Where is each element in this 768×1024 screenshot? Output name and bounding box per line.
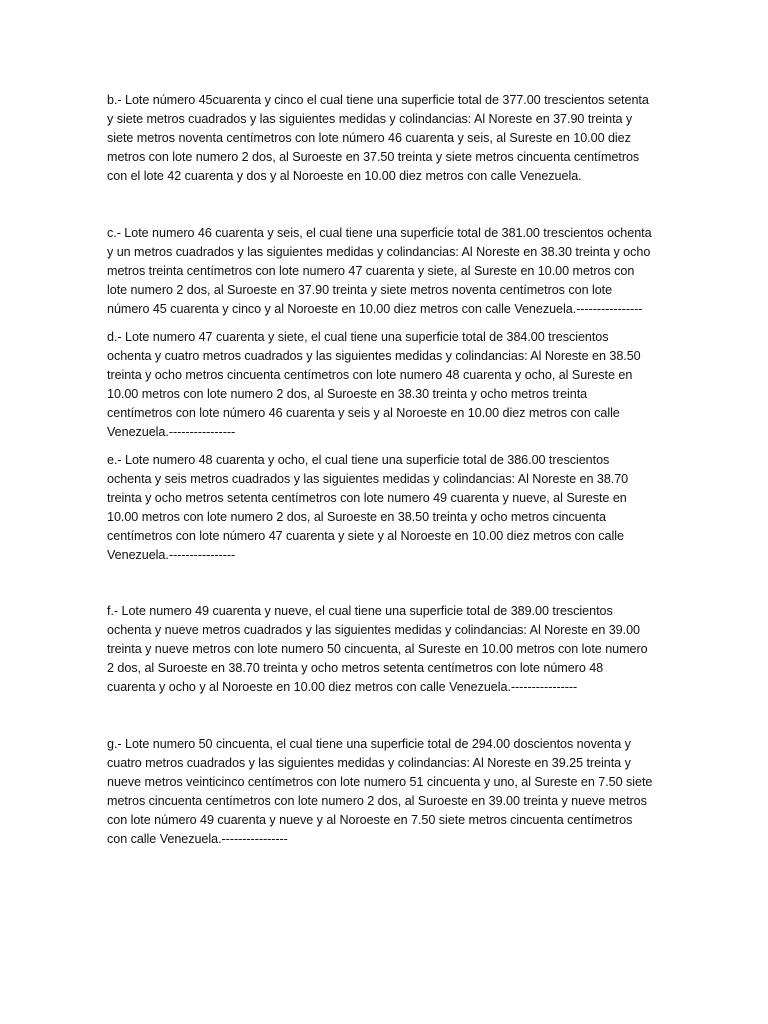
text-line: treinta y nueve metros con lote numero 50 cincuenta, al Sureste en 10.00 metros con lote numero bbox=[107, 641, 648, 656]
text-line: e.- Lote numero 48 cuarenta y ocho, el cual tiene una superficie total de 386.00 trescientos bbox=[107, 453, 610, 467]
paragraph-lote-48 bbox=[107, 451, 663, 564]
text-line: número 45 cuarenta y cinco y al Noroeste en 10.00 diez metros con calle Venezuela.---------------- bbox=[107, 301, 643, 316]
text-line: treinta y ocho metros setenta centímetros con lote numero 49 cuarenta y nueve, al Sureste en bbox=[107, 490, 627, 505]
paragraph-lote-50 bbox=[107, 735, 663, 848]
text-line: 10.00 metros con lote numero 2 dos, al Suroeste en 38.30 treinta y ocho metros treinta bbox=[107, 386, 588, 401]
text-line: con lote número 49 cuarenta y nueve y al Noroeste en 7.50 siete metros cincuenta centímetros bbox=[107, 812, 633, 827]
text-line: ochenta y seis metros cuadrados y las siguientes medidas y colindancias: Al Noreste en 38.70 bbox=[107, 471, 629, 486]
text-line: cuatro metros cuadrados y las siguientes medidas y colindancias: Al Noreste en 39.25 treinta y bbox=[107, 755, 631, 770]
text-line: f.- Lote numero 49 cuarenta y nueve, el cual tiene una superficie total de 389.00 trescientos bbox=[107, 604, 613, 618]
text-line: 2 dos, al Suroeste en 38.70 treinta y ocho metros setenta centímetros con lote número 48 bbox=[107, 660, 604, 675]
text-line: metros cincuenta centímetros con lote numero 2 dos, al Suroeste en 39.00 treinta y nueve metros bbox=[107, 793, 647, 808]
text-line: y un metros cuadrados y las siguientes medidas y colindancias: Al Noreste en 38.30 treinta y ocho bbox=[107, 244, 651, 259]
text-line: ochenta y cuatro metros cuadrados y las siguientes medidas y colindancias: Al Noreste en 38.50 bbox=[107, 348, 641, 363]
text-line: d.- Lote numero 47 cuarenta y siete, el cual tiene una superficie total de 384.00 trescientos bbox=[107, 330, 609, 344]
text-line: metros treinta centímetros con lote numero 47 cuarenta y siete, al Sureste en 10.00 metros con bbox=[107, 263, 635, 278]
text-line: g.- Lote numero 50 cincuenta, el cual tiene una superficie total de 294.00 doscientos noventa y bbox=[107, 737, 631, 751]
text-line: siete metros noventa centímetros con lote número 46 cuarenta y seis, al Sureste en 10.00 diez bbox=[107, 130, 631, 145]
text-line: metros con lote numero 2 dos, al Suroeste en 37.50 treinta y siete metros cincuenta centímetros bbox=[107, 149, 640, 164]
text-line: b.- Lote número 45cuarenta y cinco el cual tiene una superficie total de 377.00 trescientos setenta bbox=[107, 93, 649, 107]
text-line: centímetros con lote número 46 cuarenta y seis y al Noroeste en 10.00 diez metros con calle bbox=[107, 405, 620, 420]
text-line: treinta y ocho metros cincuenta centímetros con lote numero 48 cuarenta y ocho, al Sureste en bbox=[107, 367, 633, 382]
text-line: nueve metros veinticinco centímetros con lote numero 51 cincuenta y uno, al Sureste en 7.50 siete bbox=[107, 774, 653, 789]
text-line: lote numero 2 dos, al Suroeste en 37.90 treinta y siete metros noventa centímetros con lote bbox=[107, 282, 613, 297]
paragraph-lote-46 bbox=[107, 224, 663, 319]
paragraph-lote-45 bbox=[107, 91, 663, 186]
text-line: y siete metros cuadrados y las siguientes medidas y colindancias: Al Noreste en 37.90 treinta y bbox=[107, 111, 633, 126]
text-line: centímetros con lote número 47 cuarenta y siete y al Noroeste en 10.00 diez metros con calle bbox=[107, 528, 624, 543]
text-line: con calle Venezuela.---------------- bbox=[107, 831, 288, 846]
text-line: con el lote 42 cuarenta y dos y al Noroeste en 10.00 diez metros con calle Venezuela. bbox=[107, 168, 582, 183]
paragraph-lote-49 bbox=[107, 602, 663, 697]
text-line: cuarenta y ocho y al Noroeste en 10.00 diez metros con calle Venezuela.---------------- bbox=[107, 679, 578, 694]
paragraph-lote-47 bbox=[107, 328, 663, 441]
text-line: Venezuela.---------------- bbox=[107, 424, 236, 439]
text-line: 10.00 metros con lote numero 2 dos, al Suroeste en 38.50 treinta y ocho metros cincuenta bbox=[107, 509, 606, 524]
text-line: c.- Lote numero 46 cuarenta y seis, el cual tiene una superficie total de 381.00 trescientos ochenta bbox=[107, 226, 652, 240]
text-line: ochenta y nueve metros cuadrados y las siguientes medidas y colindancias: Al Noreste en 39.00 bbox=[107, 622, 640, 637]
text-line: Venezuela.---------------- bbox=[107, 547, 236, 562]
